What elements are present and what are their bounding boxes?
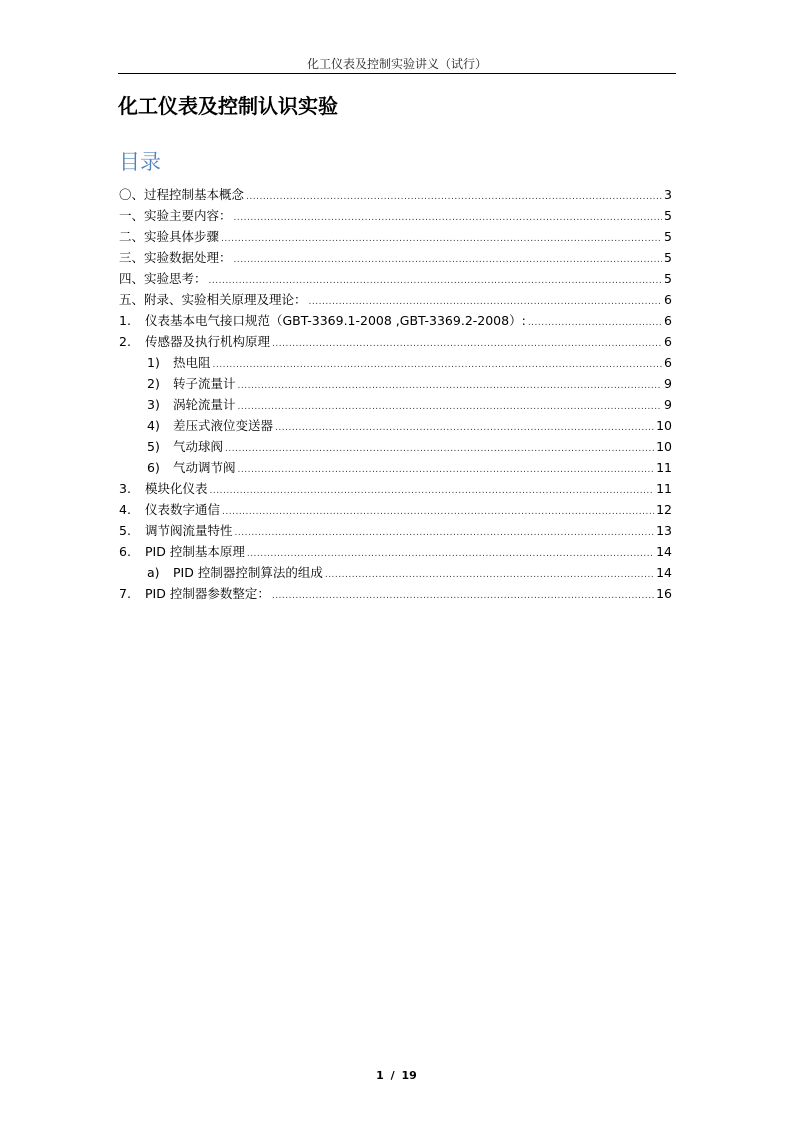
toc-entry-label: 三、实验数据处理：: [119, 250, 232, 265]
toc-entry-label: 仪表基本电气接口规范（GBT-3369.1-2008 ,GBT-3369.2-2008）:: [145, 313, 526, 328]
toc-entry-label: 传感器及执行机构原理: [145, 334, 271, 349]
toc-heading: 目录: [119, 150, 161, 174]
toc-leader: [235, 527, 655, 539]
toc-entry-label: 〇、过程控制基本概念: [119, 187, 245, 202]
toc-entry-page: 12: [656, 502, 672, 517]
toc-entry-label: 气动调节阀: [173, 460, 236, 475]
toc-leader: [234, 212, 663, 224]
toc-entry-label: 调节阀流量特性: [145, 523, 233, 538]
toc-leader: [209, 275, 663, 287]
toc-entry-page: 6: [664, 334, 672, 349]
toc-leader: [225, 443, 654, 455]
toc-entry-18[interactable]: [119, 562, 672, 583]
toc-entry-page: 9: [664, 376, 672, 391]
toc-leader: [221, 233, 662, 245]
toc-entry-2[interactable]: [119, 226, 672, 247]
toc-leader: [272, 590, 654, 602]
toc-entry-page: 10: [656, 418, 672, 433]
toc-entry-14[interactable]: [119, 478, 672, 499]
toc-entry-page: 10: [656, 439, 672, 454]
toc-entry-16[interactable]: [119, 520, 672, 541]
toc-entry-number: 3): [147, 397, 160, 412]
toc-entry-11[interactable]: [119, 415, 672, 436]
toc-entry-page: 6: [664, 355, 672, 370]
document-title: 化工仪表及控制认识实验: [118, 94, 338, 118]
toc-entry-9[interactable]: [119, 373, 672, 394]
toc-entry-1[interactable]: [119, 205, 672, 226]
toc-entry-label: 二、实验具体步骤: [119, 229, 220, 244]
toc-leader: [309, 296, 663, 308]
toc-leader: [210, 485, 655, 497]
toc-entry-label: 四、实验思考：: [119, 271, 207, 286]
toc-leader: [325, 569, 654, 581]
toc-leader: [275, 422, 654, 434]
toc-entry-label: 热电阻: [173, 355, 211, 370]
toc-entry-number: 6.: [119, 544, 131, 559]
toc-entry-number: 4.: [119, 502, 131, 517]
toc-leader: [222, 506, 654, 518]
toc-entry-page: 5: [664, 229, 672, 244]
toc-entry-page: 11: [656, 481, 672, 496]
toc-leader: [247, 548, 654, 560]
table-of-contents: [119, 184, 672, 604]
toc-entry-page: 14: [656, 544, 672, 559]
toc-entry-page: 16: [656, 586, 672, 601]
toc-entry-number: 1.: [119, 313, 131, 328]
toc-entry-label: PID 控制器控制算法的组成: [173, 565, 323, 580]
toc-entry-7[interactable]: [119, 331, 672, 352]
toc-entry-13[interactable]: [119, 457, 672, 478]
toc-entry-label: 差压式液位变送器: [173, 418, 274, 433]
toc-entry-label: 气动球阀: [173, 439, 224, 454]
toc-entry-12[interactable]: [119, 436, 672, 457]
running-header: 化工仪表及控制实验讲义（试行）: [306, 57, 487, 71]
toc-leader: [238, 401, 663, 413]
toc-entry-number: 7.: [119, 586, 131, 601]
toc-entry-number: 2.: [119, 334, 131, 349]
toc-entry-page: 11: [656, 460, 672, 475]
page-number: 1 / 19: [376, 1069, 417, 1082]
toc-entry-page: 13: [656, 523, 672, 538]
toc-entry-0[interactable]: [119, 184, 672, 205]
toc-entry-label: 涡轮流量计: [173, 397, 236, 412]
toc-entry-15[interactable]: [119, 499, 672, 520]
toc-entry-10[interactable]: [119, 394, 672, 415]
toc-entry-page: 6: [664, 313, 672, 328]
header-divider: [118, 73, 676, 74]
toc-entry-8[interactable]: [119, 352, 672, 373]
toc-entry-page: 5: [664, 250, 672, 265]
toc-entry-number: 5): [147, 439, 160, 454]
toc-leader: [528, 317, 662, 329]
toc-entry-label: 转子流量计: [173, 376, 236, 391]
toc-entry-5[interactable]: [119, 289, 672, 310]
toc-entry-number: 5.: [119, 523, 131, 538]
toc-entry-page: 14: [656, 565, 672, 580]
toc-leader: [246, 191, 662, 203]
toc-entry-number: 3.: [119, 481, 131, 496]
toc-entry-number: 1): [147, 355, 160, 370]
toc-leader: [234, 254, 663, 266]
toc-entry-page: 6: [664, 292, 672, 307]
toc-leader: [238, 464, 655, 476]
toc-entry-6[interactable]: [119, 310, 672, 331]
toc-entry-number: a): [147, 565, 160, 580]
toc-entry-label: PID 控制器参数整定：: [145, 586, 270, 601]
toc-entry-label: 五、附录、实验相关原理及理论：: [119, 292, 307, 307]
toc-leader: [213, 359, 663, 371]
toc-entry-page: 9: [664, 397, 672, 412]
toc-entry-label: 一、实验主要内容：: [119, 208, 232, 223]
toc-entry-17[interactable]: [119, 541, 672, 562]
toc-entry-3[interactable]: [119, 247, 672, 268]
toc-entry-number: 4): [147, 418, 160, 433]
toc-entry-page: 3: [664, 187, 672, 202]
toc-entry-label: PID 控制基本原理: [145, 544, 245, 559]
toc-entry-page: 5: [664, 208, 672, 223]
toc-entry-label: 仪表数字通信: [145, 502, 221, 517]
toc-entry-4[interactable]: [119, 268, 672, 289]
toc-leader: [272, 338, 662, 350]
toc-entry-number: 6): [147, 460, 160, 475]
toc-entry-label: 模块化仪表: [145, 481, 208, 496]
toc-leader: [238, 380, 663, 392]
toc-entry-number: 2): [147, 376, 160, 391]
toc-entry-page: 5: [664, 271, 672, 286]
toc-entry-19[interactable]: [119, 583, 672, 604]
